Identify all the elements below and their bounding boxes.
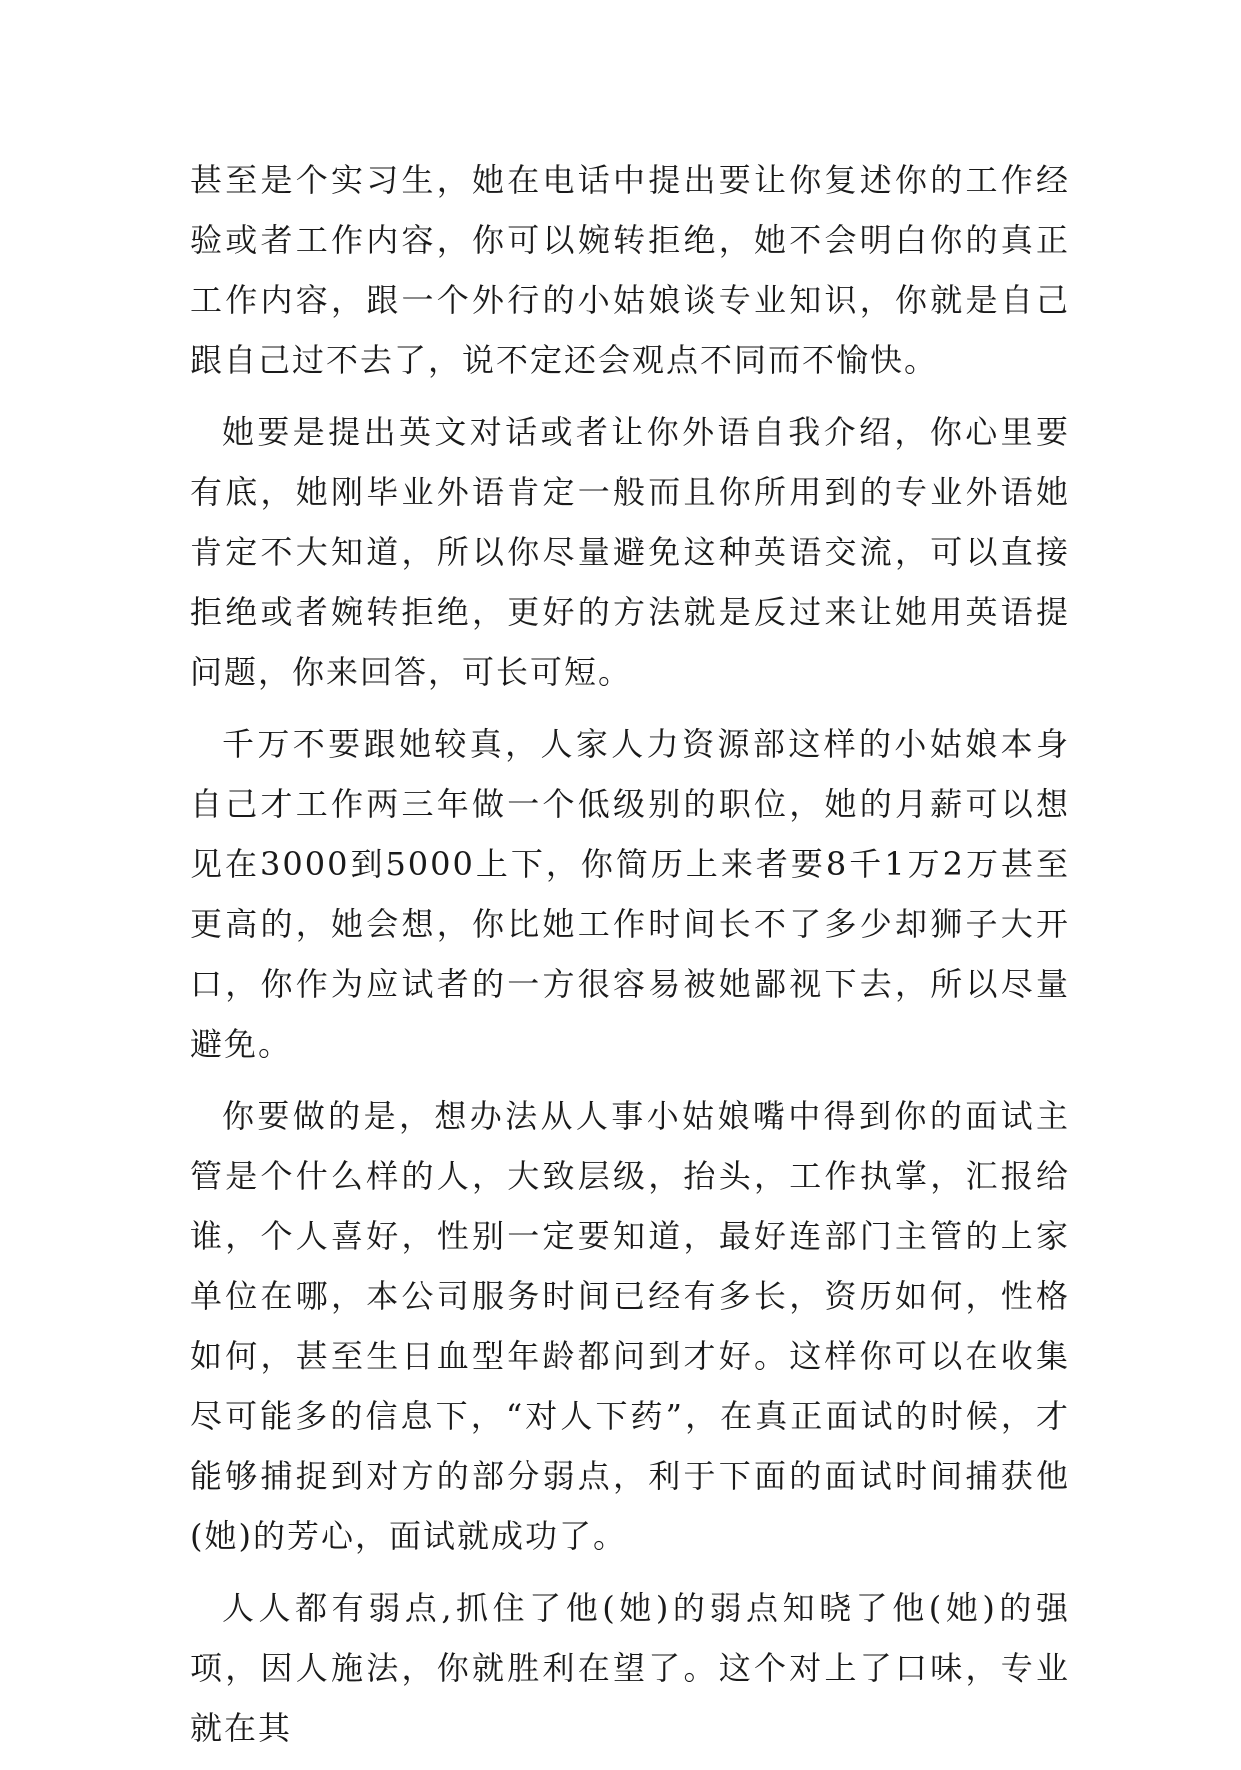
document-body: [190, 150, 1070, 1770]
paragraph-2: 她要是提出英文对话或者让你外语自我介绍，你心里要有底，她刚毕业外语肯定一般而且你所用到的专业外语她肯定不大知道，所以你尽量避免这种英语交流，可以直接拒绝或者婉转拒绝，更好的方法就是反过来让她用英语提问题，你来回答，可长可短。: [190, 413, 1070, 691]
paragraph-1: 甚至是个实习生，她在电话中提出要让你复述你的工作经验或者工作内容，你可以婉转拒绝，她不会明白你的真正工作内容，跟一个外行的小姑娘谈专业知识，你就是自己跟自己过不去了，说不定还会观点不同而不愉快。: [190, 161, 1070, 379]
paragraph-3: 千万不要跟她较真，人家人力资源部这样的小姑娘本身自己才工作两三年做一个低级别的职位，她的月薪可以想见在3000到5000上下，你简历上来者要8千1万2万甚至更高的，她会想，你比她工作时间长不了多少却狮子大开口，你作为应试者的一方很容易被她鄙视下去，所以尽量避免。: [190, 725, 1070, 1063]
paragraph-4: 你要做的是，想办法从人事小姑娘嘴中得到你的面试主管是个什么样的人，大致层级，抬头，工作执掌，汇报给谁，个人喜好，性别一定要知道，最好连部门主管的上家单位在哪，本公司服务时间已经有多长，资历如何，性格如何，甚至生日血型年龄都问到才好。这样你可以在收集尽可能多的信息下，“对人下药”，在真正面试的时候，才能够捕捉到对方的部分弱点，利于下面的面试时间捕获他(她)的芳心，面试就成功了。: [190, 1097, 1070, 1555]
paragraph-5: 人人都有弱点,抓住了他(她)的弱点知晓了他(她)的强项，因人施法，你就胜利在望了。这个对上了口味，专业就在其: [190, 1589, 1070, 1747]
